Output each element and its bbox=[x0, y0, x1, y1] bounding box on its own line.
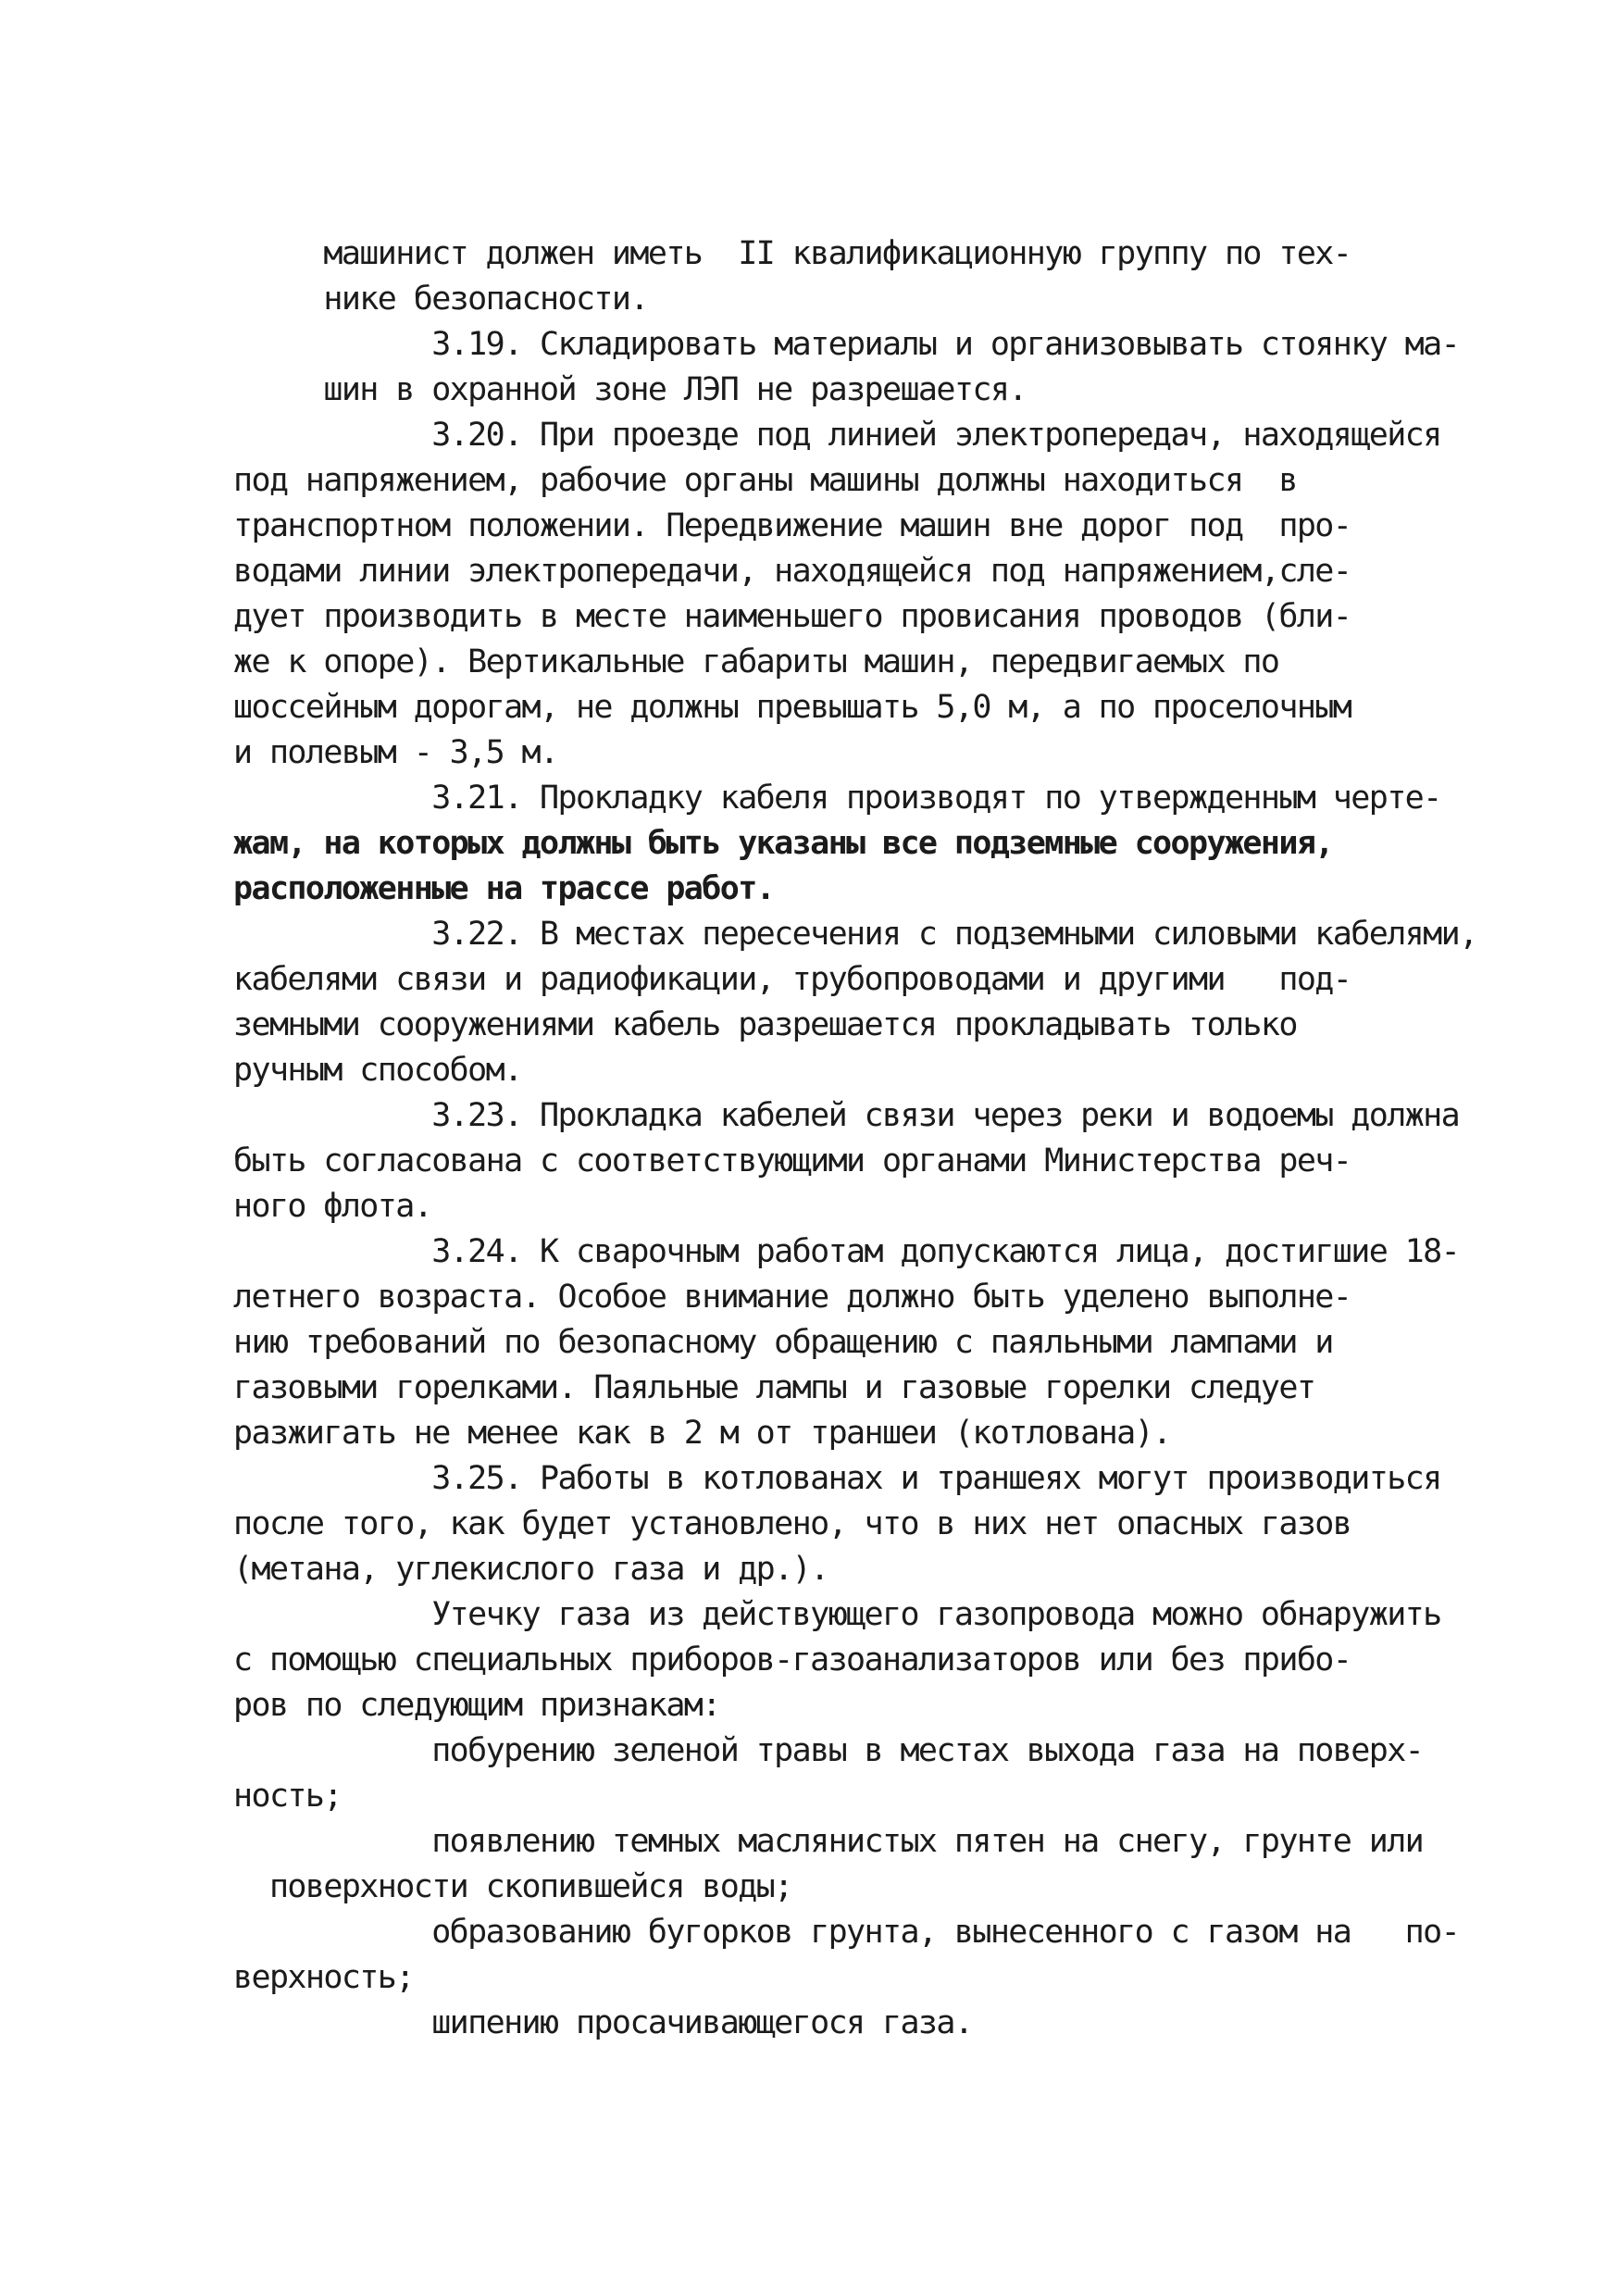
text-line: водами линии электропередачи, находящейся под напряжением,сле- bbox=[233, 553, 1351, 590]
text-line: ров по следующим признакам: bbox=[233, 1687, 720, 1724]
text-line: жам, на которых должны быть указаны все подземные сооружения, bbox=[233, 825, 1333, 862]
text-line: земными сооружениями кабель разрешается прокладывать только bbox=[233, 1006, 1297, 1043]
text-line: же к опоре). Вертикальные габариты машин, передвигаемых по bbox=[233, 643, 1279, 680]
text-line: летнего возраста. Особое внимание должно быть уделено выполне- bbox=[233, 1279, 1351, 1316]
text-line: и полевым - 3,5 м. bbox=[233, 734, 558, 771]
text-line: транспортном положении. Передвижение машин вне дорог под про- bbox=[233, 507, 1351, 544]
text-line: шипению просачивающегося газа. bbox=[233, 2004, 973, 2041]
text-line: поверхности скопившейся воды; bbox=[233, 1868, 792, 1905]
text-line: расположенные на трассе работ. bbox=[233, 870, 775, 907]
text-line: 3.24. К сварочным работам допускаются лица, достигшие 18- bbox=[233, 1233, 1460, 1270]
text-line: нике безопасности. bbox=[233, 281, 648, 318]
text-line: шоссейным дорогам, не должны превышать 5,0 м, а по проселочным bbox=[233, 689, 1351, 726]
text-line: образованию бугорков грунта, вынесенного с газом на по- bbox=[233, 1914, 1460, 1951]
text-line: машинист должен иметь II квалификационную группу по тех- bbox=[233, 235, 1351, 272]
text-line: 3.20. При проезде под линией электропередач, находящейся bbox=[233, 417, 1441, 454]
text-line: побурению зеленой травы в местах выхода газа на поверх- bbox=[233, 1732, 1424, 1769]
document-body bbox=[233, 231, 1477, 2046]
text-line: быть согласована с соответствующими органами Министерства реч- bbox=[233, 1142, 1351, 1179]
text-line: газовыми горелками. Паяльные лампы и газовые горелки следует bbox=[233, 1369, 1315, 1406]
text-line: дует производить в месте наименьшего провисания проводов (бли- bbox=[233, 598, 1351, 635]
text-line: 3.22. В местах пересечения с подземными силовыми кабелями, bbox=[233, 916, 1477, 953]
text-line: 3.19. Складировать материалы и организовывать стоянку ма- bbox=[233, 326, 1460, 363]
text-line: под напряжением, рабочие органы машины должны находиться в bbox=[233, 462, 1297, 499]
text-line: кабелями связи и радиофикации, трубопроводами и другими под- bbox=[233, 961, 1351, 998]
text-line: появлению темных маслянистых пятен на снегу, грунте или bbox=[233, 1823, 1424, 1860]
text-line: 3.25. Работы в котлованах и траншеях могут производиться bbox=[233, 1460, 1441, 1497]
text-line: ность; bbox=[233, 1778, 342, 1815]
text-line: 3.23. Прокладка кабелей связи через реки и водоемы должна bbox=[233, 1097, 1460, 1134]
text-line: шин в охранной зоне ЛЭП не разрешается. bbox=[233, 371, 1027, 408]
text-line: (метана, углекислого газа и др.). bbox=[233, 1551, 828, 1588]
text-line: 3.21. Прокладку кабеля производят по утвержденным черте- bbox=[233, 780, 1441, 817]
text-line: нию требований по безопасному обращению с паяльными лампами и bbox=[233, 1324, 1333, 1361]
text-line: с помощью специальных приборов-газоанализаторов или без прибо- bbox=[233, 1641, 1351, 1678]
text-line: Утечку газа из действующего газопровода можно обнаружить bbox=[233, 1596, 1441, 1633]
text-line: разжигать не менее как в 2 м от траншеи (котлована). bbox=[233, 1415, 1171, 1452]
text-line: после того, как будет установлено, что в них нет опасных газов bbox=[233, 1505, 1351, 1542]
text-line: верхность; bbox=[233, 1959, 414, 1996]
text-line: ного флота. bbox=[233, 1188, 432, 1225]
text-line: ручным способом. bbox=[233, 1052, 522, 1089]
